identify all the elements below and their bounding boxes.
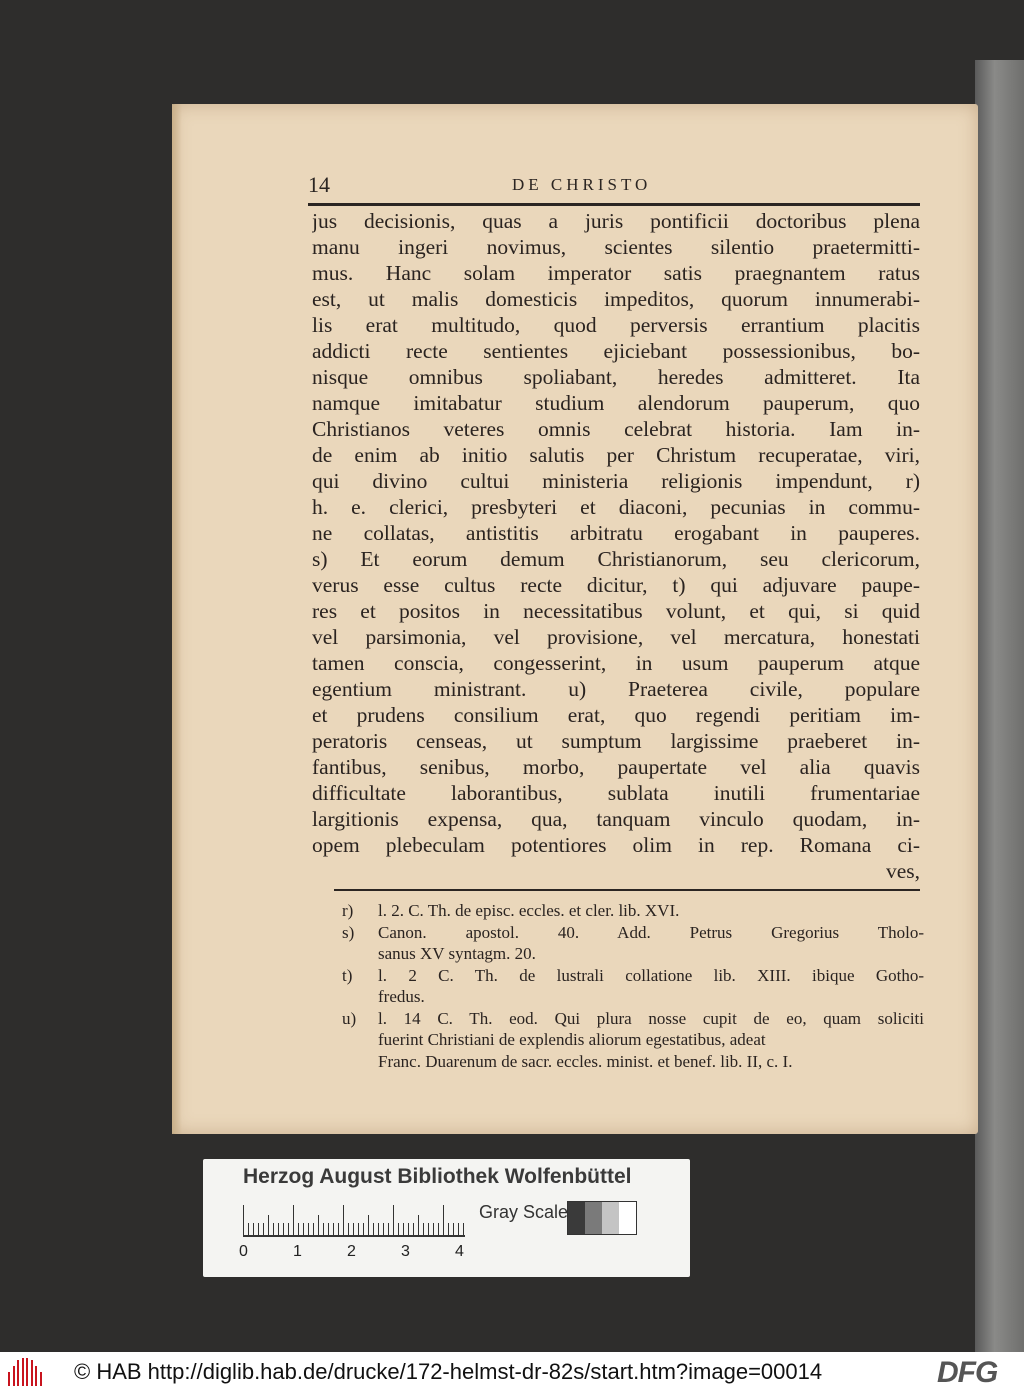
text-line: mus. Hanc solam imperator satis praegnantem ratus [312, 261, 920, 285]
footnote-line: l. 14 C. Th. eod. Qui plura nosse cupit de eo, quam soliciti [378, 1008, 924, 1028]
footnote-line: fredus. [378, 987, 425, 1006]
fingerprint-bar [26, 1358, 28, 1386]
ruler-tick [283, 1223, 284, 1235]
ruler-number: 0 [239, 1243, 248, 1260]
text-line: nisque omnibus spoliabant, heredes admitteret. Ita [312, 365, 920, 389]
ruler-tick [413, 1223, 414, 1235]
ruler-tick [398, 1223, 399, 1235]
ruler-tick [268, 1215, 269, 1235]
fingerprint-icon [8, 1358, 46, 1388]
text-line: verus esse cultus recte dicitur, t) qui adjuvare paupe- [312, 573, 920, 597]
text-line: et prudens consilium erat, quo regendi peritiam im- [312, 703, 920, 727]
ruler-tick [373, 1223, 374, 1235]
text-line: addicti recte sentientes ejiciebant possessionibus, bo- [312, 339, 920, 363]
footnote [334, 1008, 924, 1073]
text-line: ne collatas, antistitis arbitratu erogabant in pauperes. [312, 521, 920, 545]
ruler-tick [293, 1205, 294, 1235]
page-header [308, 172, 920, 202]
main-text [312, 208, 920, 884]
ruler-tick [303, 1223, 304, 1235]
text-line: difficultate laborantibus, sublata inutili frumentariae [312, 781, 920, 805]
gray-swatch [602, 1202, 619, 1234]
ruler-tick [453, 1223, 454, 1235]
source-url[interactable]: © HAB http://diglib.hab.de/drucke/172-helmst-dr-82s/start.htm?image=00014 [74, 1359, 823, 1384]
library-name: Herzog August Bibliothek Wolfenbüttel [243, 1165, 632, 1188]
ruler-tick [423, 1223, 424, 1235]
ruler-tick [338, 1223, 339, 1235]
ruler-tick [443, 1205, 444, 1235]
ruler-tick [253, 1223, 254, 1235]
text-line: res et positos in necessitatibus volunt, et qui, si quid [312, 599, 920, 623]
footnote [334, 900, 924, 922]
ruler-tick [383, 1223, 384, 1235]
page-binding-shadow [172, 104, 182, 1134]
text-line: est, ut malis domesticis impeditos, quorum innumerabi- [312, 287, 920, 311]
text-line: tamen conscia, congesserint, in usum pauperum atque [312, 651, 920, 675]
gray-swatch [619, 1202, 636, 1234]
ruler-tick [308, 1223, 309, 1235]
gray-scale-swatches [567, 1201, 637, 1235]
footnote-mark: u) [342, 1008, 357, 1028]
ruler-number: 4 [455, 1243, 464, 1260]
footnotes [334, 900, 924, 1072]
ruler-tick [348, 1223, 349, 1235]
ruler-tick [418, 1215, 419, 1235]
text-line: largitionis expensa, qua, tanquam vinculo quodam, in- [312, 807, 920, 831]
ruler-tick [408, 1223, 409, 1235]
header-rule [308, 203, 920, 206]
footnote-mark: t) [342, 965, 353, 985]
ruler-tick [263, 1223, 264, 1235]
ruler-tick [358, 1223, 359, 1235]
ruler-tick [353, 1223, 354, 1235]
ruler-number: 2 [347, 1243, 356, 1260]
ruler-tick [273, 1223, 274, 1235]
ruler-tick [368, 1215, 369, 1235]
ruler-tick [248, 1223, 249, 1235]
ruler-tick [378, 1223, 379, 1235]
ruler-tick [318, 1215, 319, 1235]
ruler-tick [323, 1223, 324, 1235]
footnote-line: Franc. Duarenum de sacr. eccles. minist. et benef. lib. II, c. I. [378, 1051, 793, 1071]
fingerprint-bar [8, 1372, 10, 1386]
fingerprint-bar [40, 1372, 42, 1386]
ruler-tick [363, 1223, 364, 1235]
text-line: manu ingeri novimus, scientes silentio praetermitti- [312, 235, 920, 259]
footnote-line: l. 2. C. Th. de episc. eccles. et cler. lib. XVI. [378, 901, 680, 920]
ruler-tick [258, 1223, 259, 1235]
gray-scale-label: Gray Scale [479, 1202, 569, 1222]
footer-bar [0, 1352, 1024, 1394]
ruler-tick [288, 1223, 289, 1235]
ruler-tick [313, 1223, 314, 1235]
ruler-tick [428, 1223, 429, 1235]
footnote-mark: s) [342, 922, 355, 942]
ruler-number: 3 [401, 1243, 410, 1260]
text-line: opem plebeculam potentiores olim in rep. Romana ci- [312, 833, 920, 857]
ruler-tick [243, 1205, 244, 1235]
ruler-tick [448, 1223, 449, 1235]
fingerprint-bar [22, 1358, 24, 1386]
text-line: s) Et eorum demum Christianorum, seu clericorum, [312, 547, 920, 571]
text-line: egentium ministrant. u) Praeterea civile, populare [312, 677, 920, 701]
ruler-tick [438, 1223, 439, 1235]
text-line: lis erat multitudo, quod perversis errantium placitis [312, 313, 920, 337]
ruler-tick [278, 1223, 279, 1235]
footnote [334, 965, 924, 1008]
ruler-tick [458, 1223, 459, 1235]
ruler-tick [393, 1205, 394, 1235]
footnote-line: fuerint Christiani de explendis aliorum egestatibus, adeat [378, 1030, 766, 1049]
footnote-line: l. 2 C. Th. de lustrali collatione lib. XIII. ibique Gotho- [378, 965, 924, 985]
fingerprint-bar [31, 1360, 33, 1386]
text-line: qui divino cultui ministeria religionis impendunt, r) [312, 469, 920, 493]
ruler-tick [433, 1223, 434, 1235]
fingerprint-bar [13, 1366, 15, 1386]
fingerprint-bar [35, 1366, 37, 1386]
text-line: peratoris censeas, ut sumptum largissime praeberet in- [312, 729, 920, 753]
text-line: Christianos veteres omnis celebrat historia. Iam in- [312, 417, 920, 441]
page-number: 14 [308, 172, 330, 197]
dfg-logo: DFG [937, 1356, 998, 1389]
text-line: namque imitabatur studium alendorum pauperum, quo [312, 391, 920, 415]
footnote [334, 922, 924, 965]
ruler-tick [463, 1223, 464, 1235]
running-head: DE CHRISTO [512, 175, 652, 194]
text-line: vel parsimonia, vel provisione, vel mercatura, honestati [312, 625, 920, 649]
cm-ruler [243, 1205, 465, 1237]
fingerprint-bar [17, 1360, 19, 1386]
ruler-tick [388, 1223, 389, 1235]
library-color-card [203, 1159, 690, 1277]
footnote-rule [334, 889, 920, 891]
text-line: jus decisionis, quas a juris pontificii doctoribus plena [312, 209, 920, 233]
ruler-tick [298, 1223, 299, 1235]
gray-swatch [585, 1202, 602, 1234]
text-line: de enim ab initio salutis per Christum recuperatae, viri, [312, 443, 920, 467]
footnote-mark: r) [342, 901, 354, 920]
text-line: fantibus, senibus, morbo, paupertate vel alia quavis [312, 755, 920, 779]
footnote-line: Canon. apostol. 40. Add. Petrus Gregorius Tholo- [378, 922, 924, 942]
ruler-tick [333, 1223, 334, 1235]
adjacent-page-edge [975, 60, 1024, 1352]
gray-swatch [568, 1202, 585, 1234]
text-line: h. e. clerici, presbyteri et diaconi, pecunias in commu- [312, 495, 920, 519]
ruler-tick [403, 1223, 404, 1235]
ruler-tick [343, 1205, 344, 1235]
footnote-line: sanus XV syntagm. 20. [378, 944, 536, 963]
ruler-tick [328, 1223, 329, 1235]
ruler-number: 1 [293, 1243, 302, 1260]
text-line: ves, [885, 859, 920, 883]
